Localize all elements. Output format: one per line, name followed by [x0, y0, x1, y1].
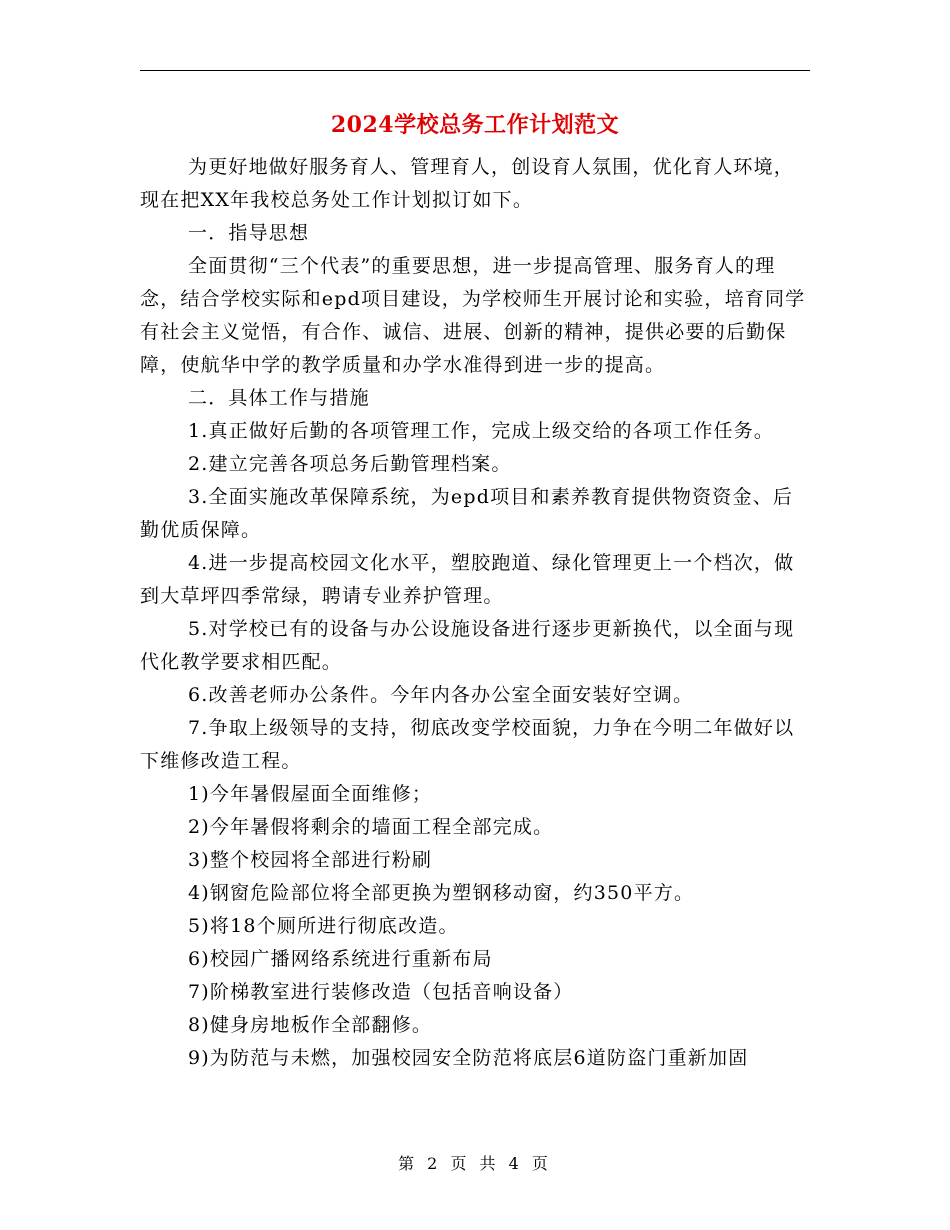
- sub-list-item: 3)整个校园将全部进行粉刷: [188, 849, 433, 871]
- sub-list-item: 7)阶梯教室进行装修改造（包括音响设备）: [188, 981, 574, 1003]
- sub-list-item: 6)校园广播网络系统进行重新布局: [188, 948, 493, 970]
- list-item: 1.真正做好后勤的各项管理工作，完成上级交给的各项工作任务。: [188, 420, 775, 442]
- guiding-thought-paragraph: 全面贯彻“三个代表”的重要思想，进一步提高管理、服务育人的理念，结合学校实际和epd项目建设，为学校师生开展讨论和实验，培育同学有社会主义觉悟，有合作、诚信、进展、创新的精神，提供必要的后勤保障，使航华中学的教学质量和办学水准得到进一步的提高。: [140, 255, 806, 376]
- document-title: 2024学校总务工作计划范文: [330, 112, 620, 138]
- list-item: 5.对学校已有的设备与办公设施设备进行逐步更新换代，以全面与现代化教学要求相匹配。: [140, 618, 795, 673]
- header-rule: [140, 70, 810, 71]
- sub-list-item: 5)将18个厕所进行彻底改造。: [188, 915, 459, 937]
- list-item: 7.争取上级领导的支持，彻底改变学校面貌，力争在今明二年做好以下维修改造工程。: [140, 717, 795, 772]
- page-number-footer: 第 2 页 共 4 页: [398, 1154, 552, 1173]
- sub-list-item: 2)今年暑假将剩余的墙面工程全部完成。: [188, 816, 554, 838]
- section-heading-guiding-thought: 一．指导思想: [188, 222, 310, 244]
- document-body: [140, 151, 810, 1075]
- sub-list-item: 8)健身房地板作全部翻修。: [188, 1014, 433, 1036]
- list-item: 6.改善老师办公条件。今年内各办公室全面安装好空调。: [188, 684, 694, 706]
- intro-paragraph: 为更好地做好服务育人、管理育人，创设育人氛围，优化育人环境，现在把XX年我校总务处工作计划拟订如下。: [140, 156, 795, 211]
- sub-list-item: 9)为防范与未燃，加强校园安全防范将底层6道防盗门重新加固: [188, 1047, 749, 1069]
- list-item: 3.全面实施改革保障系统，为epd项目和素养教育提供物资资金、后勤优质保障。: [140, 486, 794, 541]
- sub-list-item: 4)钢窗危险部位将全部更换为塑钢移动窗，约350平方。: [188, 882, 695, 904]
- sub-list-item: 1)今年暑假屋面全面维修；: [188, 783, 433, 805]
- list-item: 4.进一步提高校园文化水平，塑胶跑道、绿化管理更上一个档次，做到大草坪四季常绿，聘请专业养护管理。: [140, 552, 795, 607]
- section-heading-work-measures: 二．具体工作与措施: [188, 387, 370, 409]
- list-item: 2.建立完善各项总务后勤管理档案。: [188, 453, 512, 475]
